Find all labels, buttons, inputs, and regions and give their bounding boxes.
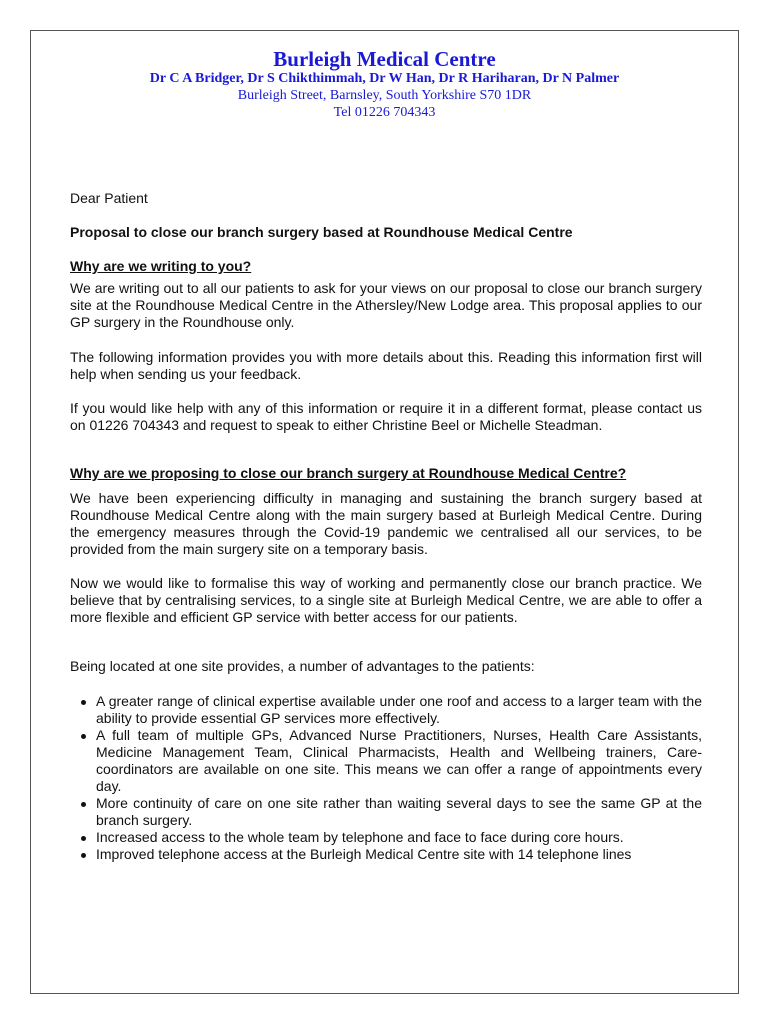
paragraph-intro: We are writing out to all our patients to ask for your views on our proposal to close our branch surgery site at the Roundhouse Medical Centre in the Athersley/New Lodge area. This proposal applies to our GP surgery in the Roundhouse only. — [70, 280, 702, 330]
practice-telephone: Tel 01226 704343 — [333, 105, 436, 120]
section-heading-why-closing: Why are we proposing to close our branch surgery at Roundhouse Medical Centre? — [70, 465, 627, 481]
subject-line: Proposal to close our branch surgery based at Roundhouse Medical Centre — [70, 224, 573, 240]
letter-page — [30, 30, 739, 994]
paragraph-advantages-intro: Being located at one site provides, a number of advantages to the patients: — [70, 658, 535, 674]
list-item: A greater range of clinical expertise available under one roof and access to a larger team with the ability to provide essential GP services more effectively. — [80, 693, 702, 727]
list-item: Increased access to the whole team by telephone and face to face during core hours. — [80, 829, 702, 846]
list-item: Improved telephone access at the Burleigh Medical Centre site with 14 telephone lines — [80, 846, 702, 863]
list-item: A full team of multiple GPs, Advanced Nurse Practitioners, Nurses, Health Care Assistants, Medicine Management Team, Clinical Pharmacists, Health and Wellbeing trainers, Care-coordinators are available on one site. This means we can offer a range of appointments every day. — [80, 727, 702, 795]
paragraph-information: The following information provides you with more details about this. Reading this information first will help when sending us your feedback. — [70, 349, 702, 382]
practice-address: Burleigh Street, Barnsley, South Yorkshire S70 1DR — [237, 88, 532, 103]
salutation: Dear Patient — [70, 190, 148, 206]
section-heading-why-writing: Why are we writing to you? — [70, 258, 252, 274]
doctors-list: Dr C A Bridger, Dr S Chikthimmah, Dr W Han, Dr R Hariharan, Dr N Palmer — [149, 71, 620, 86]
paragraph-difficulty: We have been experiencing difficulty in managing and sustaining the branch surgery based at Roundhouse Medical Centre along with the main surgery based at Burleigh Medical Centre. During the emergency measures through the Covid-19 pandemic we centralised all our services, to be provided from the main surgery site on a temporary basis. — [70, 490, 702, 557]
list-item: More continuity of care on one site rather than waiting several days to see the same GP at the branch surgery. — [80, 795, 702, 829]
paragraph-help-contact: If you would like help with any of this information or require it in a different format, please contact us on 01226 704343 and request to speak to either Christine Beel or Michelle Steadman. — [70, 400, 702, 433]
practice-name: Burleigh Medical Centre — [273, 47, 496, 71]
advantages-list — [80, 693, 702, 863]
paragraph-formalise: Now we would like to formalise this way of working and permanently close our branch practice. We believe that by centralising services, to a single site at Burleigh Medical Centre, we are able to offer a more flexible and efficient GP service with better access for our patients. — [70, 575, 702, 625]
